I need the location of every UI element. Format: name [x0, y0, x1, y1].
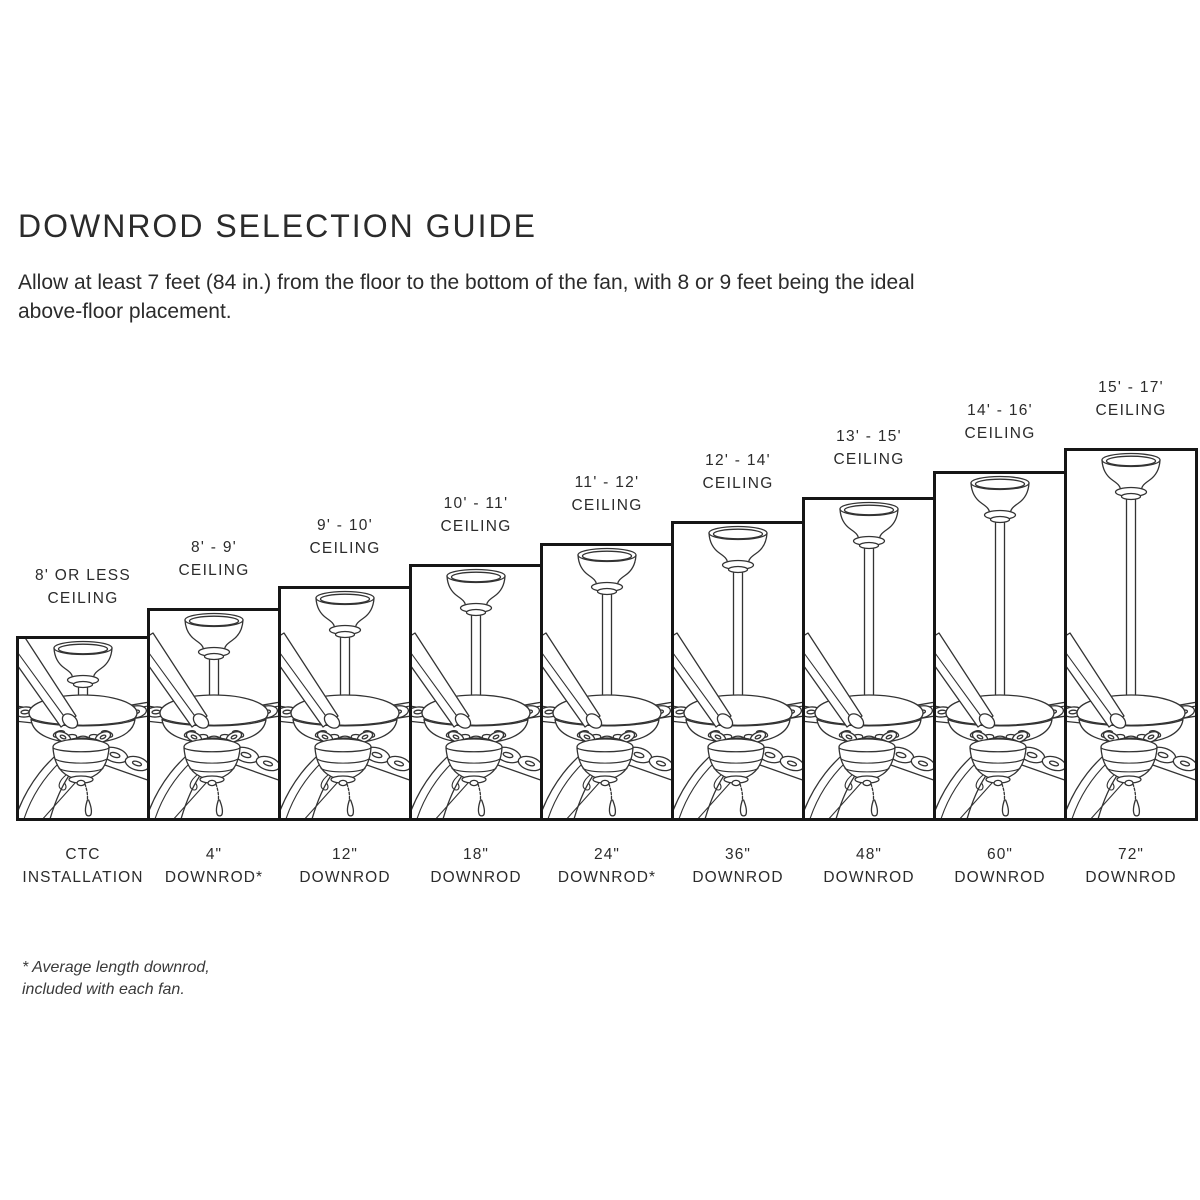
footnote [22, 957, 210, 1001]
ceiling-word-text: CEILING [833, 451, 905, 468]
downrod-size-label [540, 843, 674, 889]
ceiling-height-label [540, 471, 674, 517]
ceiling-word-text: CEILING [571, 497, 643, 514]
downrod-size-text: 60" [986, 846, 1014, 863]
ceiling-word-text: CEILING [47, 590, 119, 607]
ceiling-range-text: 13' - 15' [836, 428, 902, 445]
downrod-size-text: 24" [593, 846, 621, 863]
ceiling-range-text: 14' - 16' [967, 402, 1033, 419]
downrod-size-label [409, 843, 543, 889]
downrod-word-text: DOWNROD [823, 869, 915, 886]
subtitle-line-1: Allow at least 7 feet (84 in.) from the floor to the bottom of the fan, with 8 or 9 feet being the ideal [18, 271, 915, 294]
ceiling-fan-illustration [543, 546, 671, 818]
ceiling-height-label [802, 425, 936, 471]
ceiling-word-text: CEILING [440, 518, 512, 535]
footnote-line-2: included with each fan. [22, 981, 185, 998]
downrod-word-text: DOWNROD* [557, 869, 657, 886]
fan-illustration-box [147, 608, 281, 821]
fan-illustration-box [540, 543, 674, 821]
downrod-size-label [671, 843, 805, 889]
ceiling-fan-illustration [19, 639, 147, 818]
downrod-word-text: DOWNROD* [164, 869, 264, 886]
ceiling-height-label [1064, 376, 1198, 422]
fan-illustration-box [409, 564, 543, 821]
ceiling-height-label [278, 514, 412, 560]
downrod-size-label [933, 843, 1067, 889]
ceiling-fan-illustration [281, 589, 409, 818]
fan-illustration-box [671, 521, 805, 821]
ceiling-fan-illustration [150, 611, 278, 818]
ceiling-height-label [409, 492, 543, 538]
ceiling-word-text: CEILING [1095, 402, 1167, 419]
ceiling-word-text: CEILING [309, 540, 381, 557]
ceiling-fan-illustration [805, 500, 933, 818]
ceiling-word-text: CEILING [964, 425, 1036, 442]
downrod-size-text: 72" [1117, 846, 1145, 863]
ceiling-fan-illustration [412, 567, 540, 818]
downrod-size-text: 12" [331, 846, 359, 863]
ceiling-range-text: 11' - 12' [574, 474, 640, 491]
downrod-size-label [147, 843, 281, 889]
subtitle-line-2: above-floor placement. [18, 300, 232, 323]
downrod-word-text: DOWNROD [299, 869, 391, 886]
page-title: DOWNROD SELECTION GUIDE [18, 208, 537, 244]
fan-illustration-box [1064, 448, 1198, 821]
ceiling-fan-illustration [1067, 451, 1195, 818]
ceiling-height-label [933, 399, 1067, 445]
ceiling-fan-illustration [936, 474, 1064, 818]
ceiling-range-text: 8' - 9' [190, 539, 238, 556]
downrod-word-text: DOWNROD [1085, 869, 1177, 886]
fan-illustration-box [16, 636, 150, 821]
downrod-word-text: DOWNROD [692, 869, 784, 886]
downrod-size-text: 18" [462, 846, 490, 863]
downrod-size-text: CTC [65, 846, 101, 863]
ceiling-range-text: 10' - 11' [443, 495, 509, 512]
footnote-line-1: * Average length downrod, [22, 959, 210, 976]
ceiling-height-label [147, 536, 281, 582]
ceiling-range-text: 15' - 17' [1098, 379, 1164, 396]
ceiling-word-text: CEILING [702, 475, 774, 492]
downrod-size-text: 36" [724, 846, 752, 863]
ceiling-range-text: 9' - 10' [317, 517, 373, 534]
ceiling-range-text: 12' - 14' [705, 452, 771, 469]
ceiling-height-label [16, 564, 150, 610]
downrod-size-label [1064, 843, 1198, 889]
downrod-word-text: DOWNROD [430, 869, 522, 886]
ceiling-fan-illustration [674, 524, 802, 818]
downrod-size-label [278, 843, 412, 889]
downrod-size-label [16, 843, 150, 889]
fan-illustration-box [802, 497, 936, 821]
downrod-size-text: 4" [205, 846, 223, 863]
downrod-size-text: 48" [855, 846, 883, 863]
ceiling-height-label [671, 449, 805, 495]
fan-illustration-box [278, 586, 412, 821]
ceiling-range-text: 8' OR LESS [34, 567, 132, 584]
downrod-word-text: INSTALLATION [22, 869, 144, 886]
fan-illustration-box [933, 471, 1067, 821]
downrod-size-label [802, 843, 936, 889]
ceiling-word-text: CEILING [178, 562, 250, 579]
downrod-word-text: DOWNROD [954, 869, 1046, 886]
